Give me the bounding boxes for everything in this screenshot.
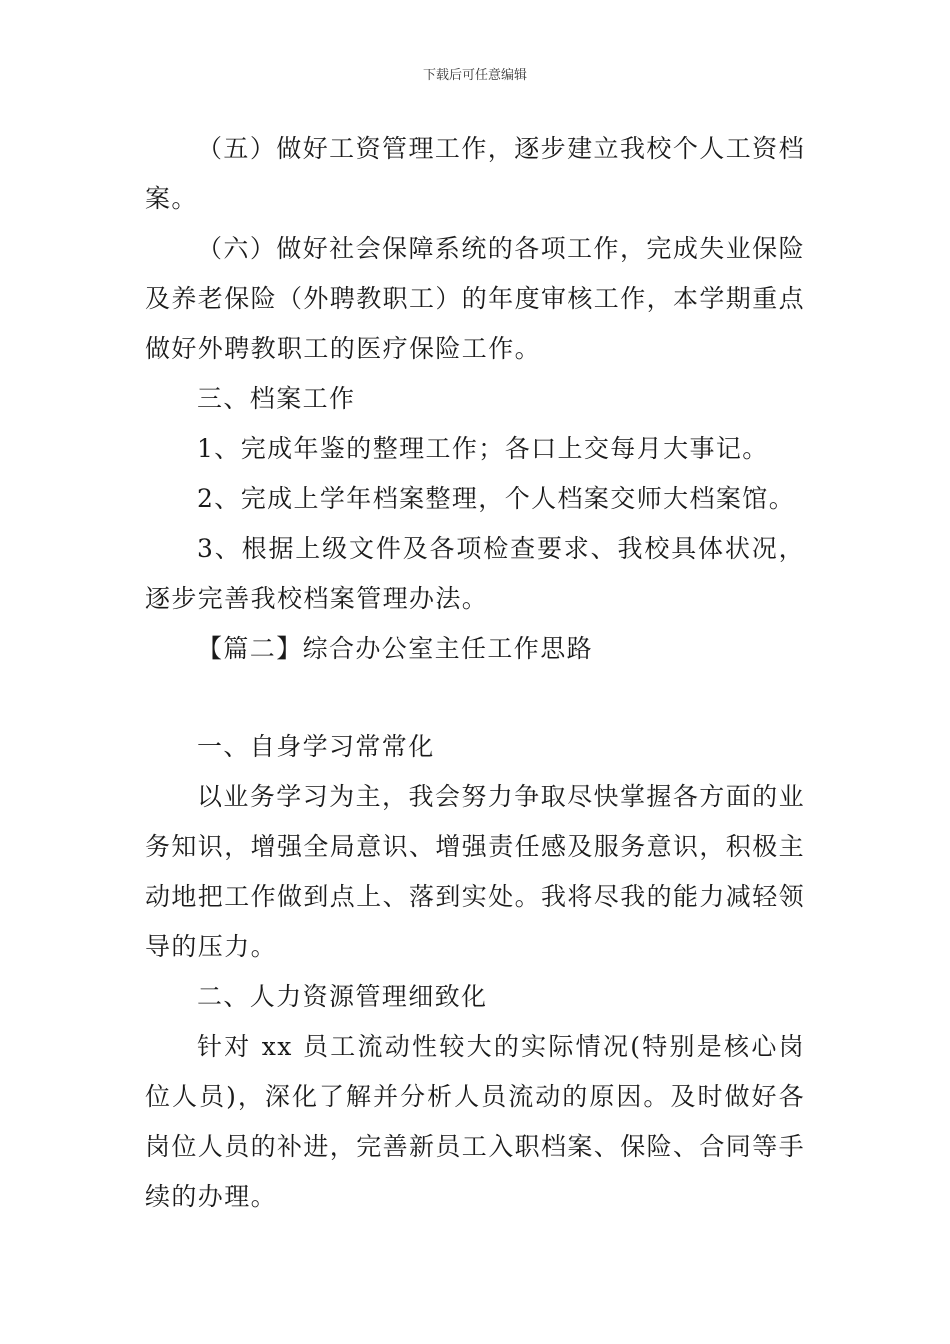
heading-archive-work: 三、档案工作 [197, 384, 356, 413]
document-body [145, 124, 805, 1222]
list-item-archive-1: 1、完成年鉴的整理工作；各口上交每月大事记。 [197, 434, 769, 463]
heading-self-study: 一、自身学习常常化 [197, 732, 435, 761]
heading-hr-management: 二、人力资源管理细致化 [197, 982, 488, 1011]
list-item-archive-2: 2、完成上学年档案整理，个人档案交师大档案馆。 [197, 484, 796, 513]
paragraph-salary-management: （五）做好工资管理工作，逐步建立我校个人工资档案。 [145, 134, 805, 213]
page-header-note: 下载后可任意编辑 [422, 68, 527, 83]
paragraph-self-study: 以业务学习为主，我会努力争取尽快掌握各方面的业务知识，增强全局意识、增强责任感及服务意识，积极主动地把工作做到点上、落到实处。我将尽我的能力减轻领导的压力。 [145, 782, 806, 961]
list-item-archive-3: 3、根据上级文件及各项检查要求、我校具体状况，逐步完善我校档案管理办法。 [145, 534, 805, 613]
paragraph-hr-management: 针对 xx 员工流动性较大的实际情况(特别是核心岗位人员)，深化了解并分析人员流动的原因。及时做好各岗位人员的补进，完善新员工入职档案、保险、合同等手续的办理。 [145, 1032, 806, 1211]
paragraph-social-security: （六）做好社会保障系统的各项工作，完成失业保险及养老保险（外聘教职工）的年度审核工作，本学期重点做好外聘教职工的医疗保险工作。 [145, 234, 806, 363]
section-title-part-two: 【篇二】综合办公室主任工作思路 [197, 634, 594, 663]
